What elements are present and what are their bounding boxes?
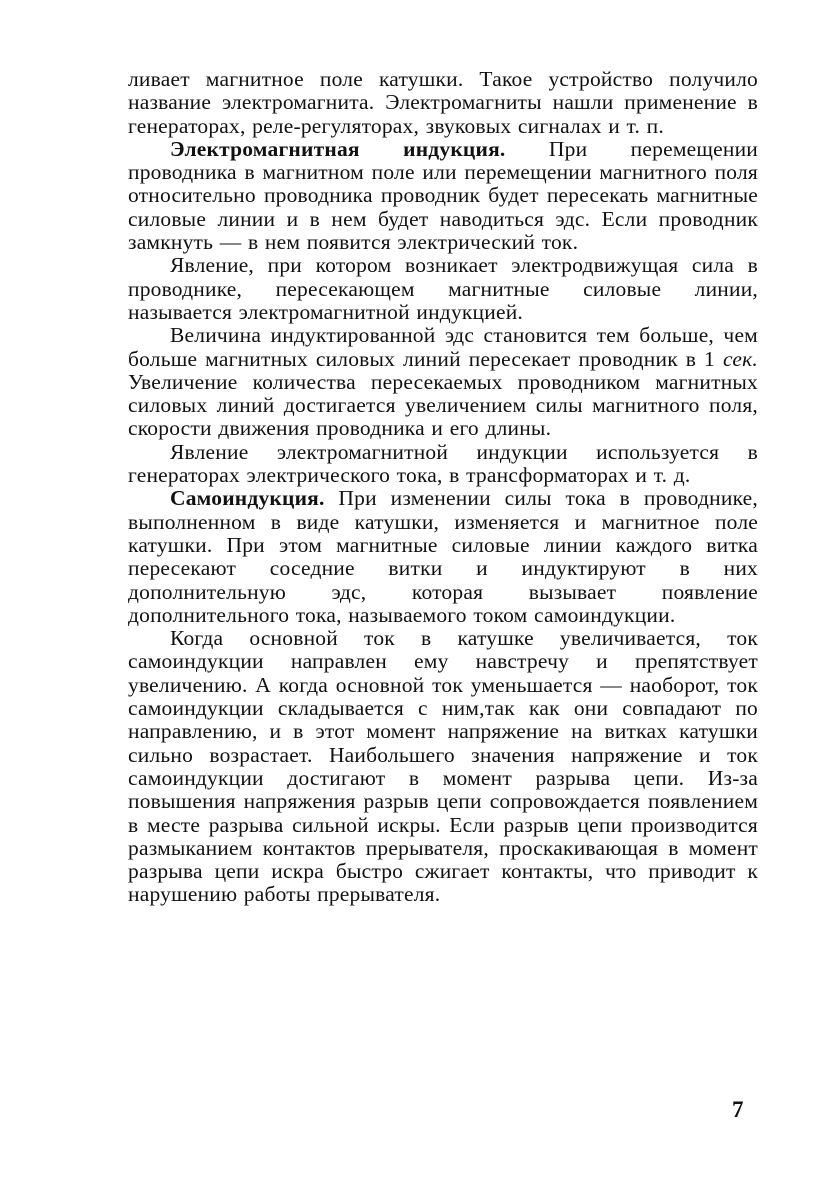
paragraph-continuation bbox=[128, 68, 758, 138]
paragraph-electromagnetic-induction bbox=[128, 138, 758, 254]
paragraph-application bbox=[128, 441, 758, 488]
paragraph-text: Величина индуктированной эдс становится тем больше, чем больше магнитных силовых линий пересекает проводник в 1 bbox=[128, 323, 758, 371]
paragraph-self-induction-current bbox=[128, 627, 758, 907]
paragraph-definition bbox=[128, 254, 758, 324]
paragraph-text: Увеличение количества пересекаемых проводником магнитных силовых линий достигается увеличением силы магнитного поля, скорости движения проводника и его длины. bbox=[128, 369, 758, 441]
paragraph-text: Когда основной ток в катушке увеличивается, ток самоиндукции направлен ему навстречу и препятствует увеличению. А когда основной ток уменьшается — наоборот, ток самоиндукции складывается с ним,так как они совпадают по направлению, и в этот момент напряжение на витках катушки сильно возрастает. Наибольшего значения напряжение и ток самоиндукции достигают в момент разрыва цепи. Из-за повышения напряжения разрыв цепи сопровождается появлением в месте разрыва сильной искры. Если разрыв цепи производится размыканием контактов прерывателя, проскакивающая в момент разрыва цепи искра быстро сжигает контакты, что приводит к нарушению работы прерывателя. bbox=[128, 626, 758, 907]
unit-seconds: сек. bbox=[722, 346, 758, 371]
paragraph-self-induction bbox=[128, 487, 758, 627]
paragraph-text: При перемещении проводника в магнитном поле или перемещении магнитного поля относительно проводника проводник будет пересекать магнитные силовые линии и в нем будет наводиться эдс. Если проводник замкнуть — в нем появится электрический ток. bbox=[128, 136, 758, 255]
paragraph-text: Явление, при котором возникает электродвижущая сила в проводнике, пересекающем магнитные силовые линии, называется электромагнитной индукцией. bbox=[128, 253, 758, 324]
section-heading-self-induction: Самоиндукция. bbox=[170, 486, 325, 511]
paragraph-text: ливает магнитное поле катушки. Такое устройство получило название электромагнита. Электромагниты нашли применение в генераторах, реле-регуляторах, звуковых сигналах и т. п. bbox=[128, 67, 758, 138]
section-heading-electromagnetic-induction: Электромагнитная индукция. bbox=[170, 136, 506, 161]
paragraph-text: При изменении силы тока в проводнике, выполненном в виде катушки, изменяется и магнитное поле катушки. При этом магнитные силовые линии каждого витка пересекают соседние витки и индуктируют в них дополнительную эдс, которая вызывает появление дополнительного тока, называемого током самоиндукции. bbox=[128, 486, 758, 627]
paragraph-text: Явление электромагнитной индукции используется в генераторах электрического тока, в трансформаторах и т. д. bbox=[128, 439, 758, 488]
paragraph-induced-emf bbox=[128, 324, 758, 440]
page-body bbox=[128, 68, 758, 907]
page-number: 7 bbox=[732, 1097, 744, 1122]
